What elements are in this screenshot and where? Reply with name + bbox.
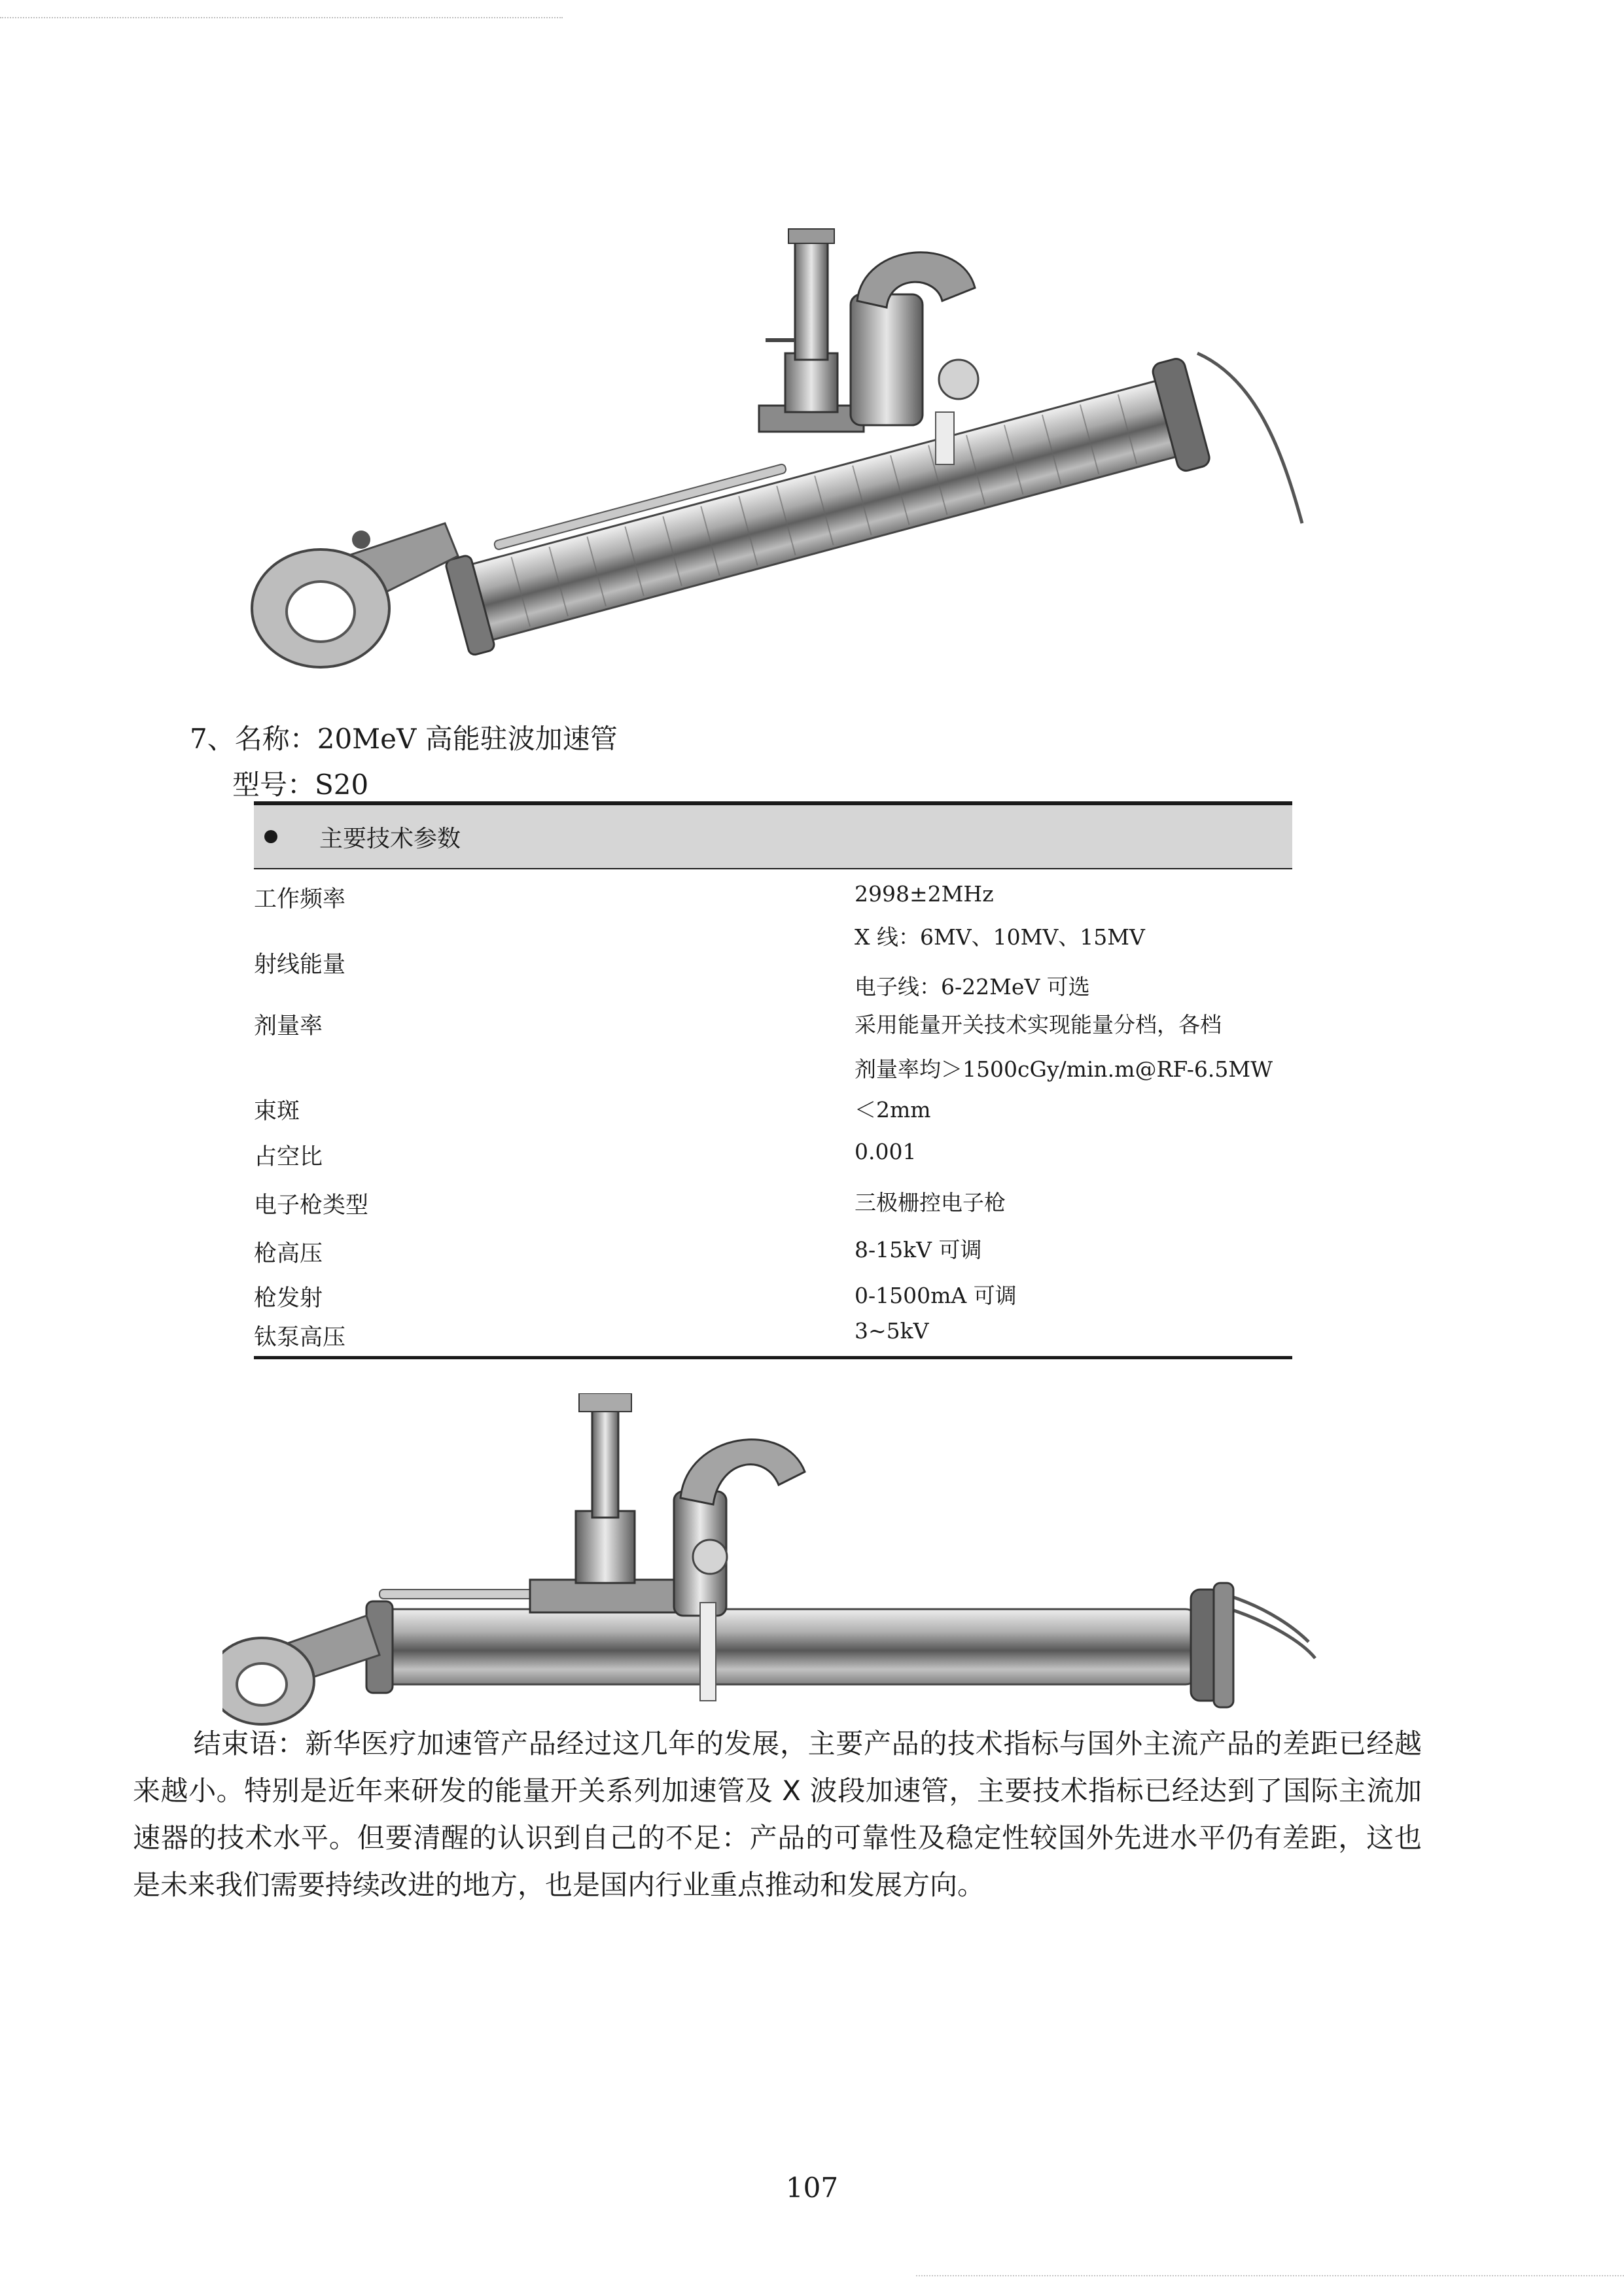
spec-value: 剂量率均＞1500cGy/min.m@RF-6.5MW	[855, 1056, 1273, 1082]
spec-value: 0.001	[855, 1139, 917, 1164]
spec-name: 占空比	[254, 1144, 323, 1170]
spec-row-dose-rate	[254, 994, 1292, 1083]
spec-row-gun-voltage	[254, 1224, 1292, 1271]
spec-table-title: 主要技术参数	[319, 825, 461, 852]
spec-value: 2998±2MHz	[855, 881, 994, 907]
spec-row-ray-energy	[254, 916, 1292, 1000]
spec-name: 束斑	[254, 1098, 300, 1124]
spec-value: 采用能量开关技术实现能量分档，各档	[855, 1012, 1222, 1037]
accelerator-tube-photo-1	[249, 216, 1322, 687]
spec-value: ＜2mm	[855, 1097, 931, 1122]
spec-row-gun-type	[254, 1175, 1292, 1224]
spec-row-beam-spot	[254, 1083, 1292, 1128]
spec-value: X 线：6MV、10MV、15MV	[855, 924, 1145, 950]
accelerator-tube-photo-2	[222, 1393, 1328, 1733]
conclusion-paragraph	[133, 1720, 1422, 1909]
bottom-scan-rule	[916, 2275, 1624, 2276]
spec-name: 枪高压	[254, 1241, 323, 1267]
spec-row-ion-pump-voltage	[254, 1314, 1292, 1352]
spec-name: 射线能量	[254, 952, 346, 978]
spec-table	[254, 801, 1292, 1359]
spec-name: 工作频率	[254, 886, 346, 913]
spec-row-duty-cycle	[254, 1128, 1292, 1175]
spec-name: 钛泵高压	[254, 1325, 346, 1351]
item-heading: 7、名称：20MeV 高能驻波加速管	[190, 723, 618, 755]
spec-name: 剂量率	[254, 1013, 323, 1039]
spec-value: 8-15kV 可调	[855, 1237, 982, 1262]
spec-table-header	[254, 801, 1292, 869]
bullet-icon	[264, 830, 277, 843]
spec-value: 3~5kV	[855, 1318, 929, 1344]
spec-row-gun-emission	[254, 1271, 1292, 1314]
spec-name: 电子枪类型	[254, 1192, 369, 1219]
spec-value: 电子线：6-22MeV 可选	[855, 974, 1090, 1000]
conclusion-text: 结束语：新华医疗加速管产品经过这几年的发展，主要产品的技术指标与国外主流产品的差距已经越来越小。特别是近年来研发的能量开关系列加速管及 X 波段加速管，主要技术指标已经达到了国际主流加速器的技术水平。但要清醒的认识到自己的不足：产品的可靠性及稳定性较国外先进水平仍有差距，这也是未来我们需要持续改进的地方，也是国内行业重点推动和发展方向。	[133, 1728, 1422, 1901]
top-scan-rule	[0, 17, 563, 18]
spec-row-frequency	[254, 869, 1292, 916]
spec-value: 三极栅控电子枪	[855, 1190, 1006, 1215]
model-line: 型号：S20	[232, 769, 369, 801]
page-number: 107	[785, 2172, 839, 2204]
spec-value: 0-1500mA 可调	[855, 1283, 1017, 1308]
spec-name: 枪发射	[254, 1285, 323, 1312]
spec-rows	[254, 869, 1292, 1359]
